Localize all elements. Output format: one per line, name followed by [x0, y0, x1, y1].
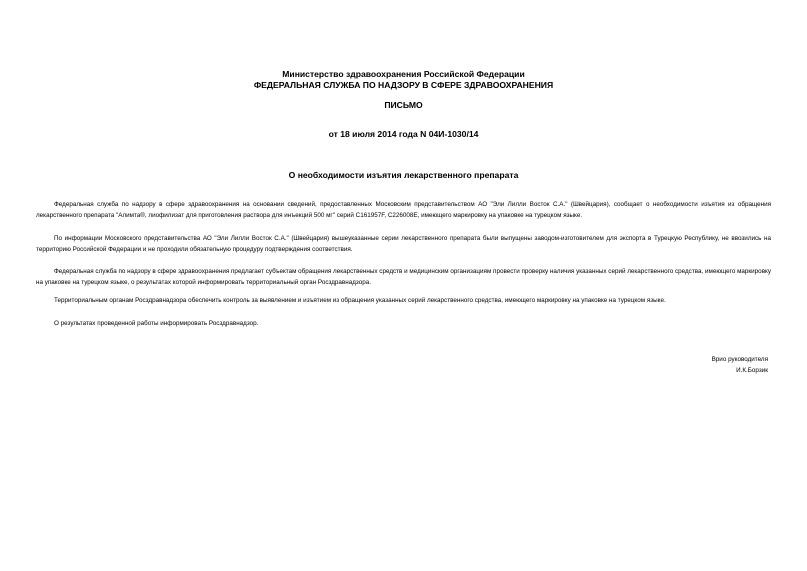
- signatory-position: Врио руководителя: [711, 356, 768, 363]
- document-subject: О необходимости изъятия лекарственного препарата: [288, 170, 519, 180]
- paragraph-1: Федеральная служба по надзору в сфере здравоохранения на основании сведений, предоставленных Московским представительством АО "Эли Лилли Восток С.А." (Швейцария), сообщает о необходимости изъятия из обращения лекарственного препарата "Алимта®, лиофилизат для приготовления раствора для инъекций 500 мг" серий C161957F, C226008E, имеющего маркировку на упаковке на турецком языке.: [36, 201, 771, 219]
- document-body: [36, 199, 771, 329]
- paragraph-5: О результатах проведенной работы информировать Росздравнадзор.: [54, 319, 259, 327]
- signature-block: [712, 354, 768, 376]
- document-date-number: от 18 июля 2014 года N 04И-1030/14: [328, 129, 479, 139]
- ministry-name: Министерство здравоохранения Российской Федерации: [282, 69, 525, 79]
- paragraph-3: Федеральная служба по надзору в сфере здравоохранения предлагает субъектам обращения лекарственных средств и медицинским организациям провести проверку наличия указанных серий лекарственного средства, имеющего маркировку на упаковке на турецком языке, о результатах которой информировать территориальный орган Росздравнадзора.: [36, 268, 772, 286]
- document-header: [0, 69, 807, 91]
- paragraph-2: По информации Московского представительства АО "Эли Лилли Восток С.А." (Швейцария) вышеуказанные серии лекарственного препарата были выпущены заводом-изготовителем для экспорта в Турецкую Республику, не ввозились на территорию Российской Федерации и не проходили обязательную процедуру подтверждения соответствия.: [36, 234, 771, 253]
- paragraph-4: Территориальным органам Росздравнадзора обеспечить контроль за выявлением и изъятием из обращения указанных серий лекарственного средства, имеющего маркировку на упаковке на турецком языке.: [54, 297, 666, 304]
- document-type: ПИСЬМО: [384, 100, 423, 110]
- service-name: ФЕДЕРАЛЬНАЯ СЛУЖБА ПО НАДЗОРУ В СФЕРЕ ЗДРАВООХРАНЕНИЯ: [253, 80, 554, 90]
- signatory-name: И.К.Борзик: [736, 367, 768, 374]
